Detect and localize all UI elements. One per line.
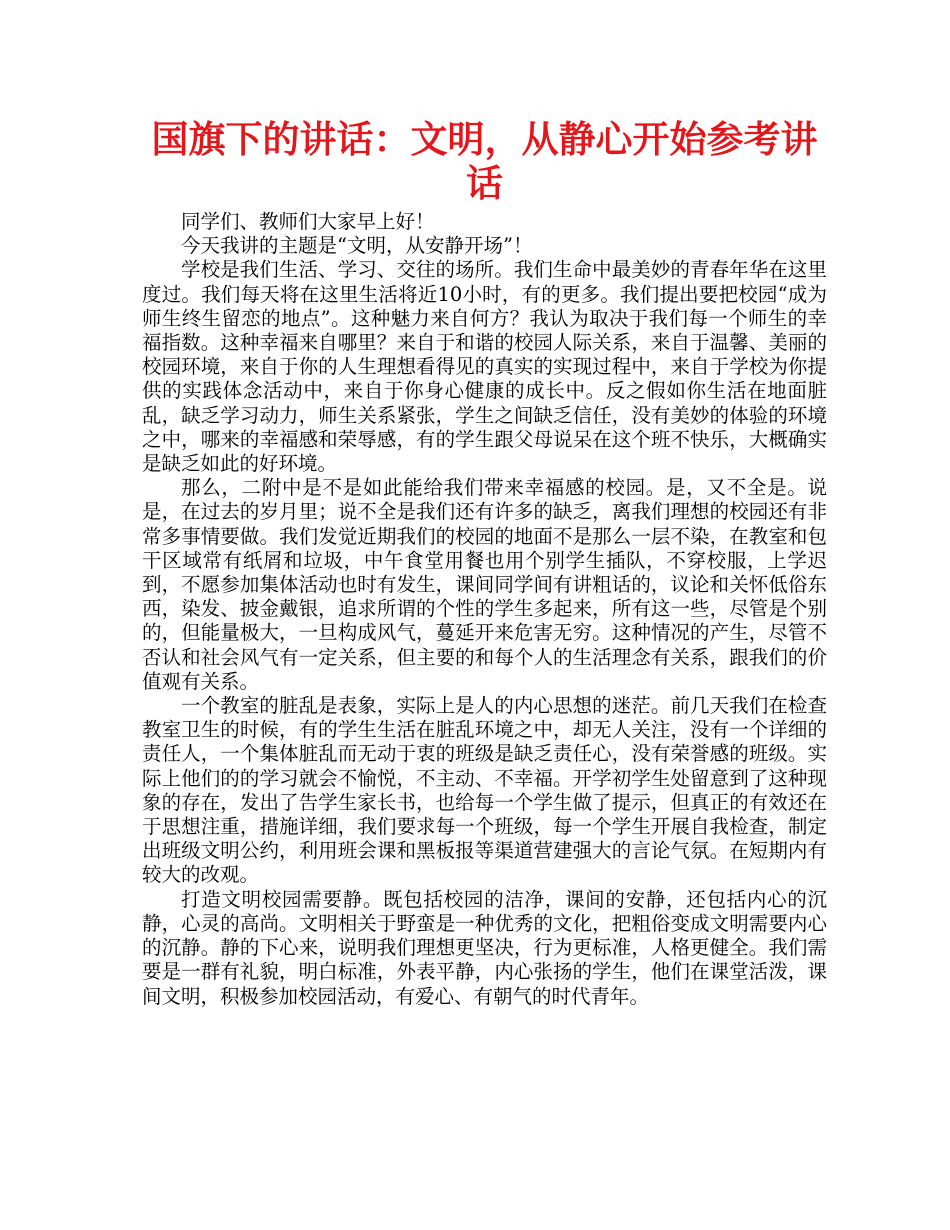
document-body	[142, 210, 827, 1009]
document-title: 国旗下的讲话：文明，从静心开始参考讲话	[151, 118, 818, 205]
body-paragraph: 那么，二附中是不是如此能给我们带来幸福感的校园。是，又不全是。说是，在过去的岁月里；说不全是我们还有许多的缺乏，离我们理想的校园还有非常多事情要做。我们发觉近期我们的校园的地面不是那么一层不染，在教室和包干区域常有纸屑和垃圾，中午食堂用餐也用个别学生插队，不穿校服，上学迟到，不愿参加集体活动也时有发生，课间同学间有讲粗话的，议论和关怀低俗东西，染发、披金戴银，追求所谓的个性的学生多起来，所有这一些，尽管是个别的，但能量极大，一旦构成风气，蔓延开来危害无穷。这种情况的产生，尽管不否认和社会风气有一定关系，但主要的和每个人的生活理念有关系，跟我们的价值观有关系。	[142, 476, 827, 693]
document-page	[142, 118, 827, 1009]
topic-paragraph: 今天我讲的主题是“文明，从安静开场”！	[181, 234, 533, 258]
body-paragraph: 打造文明校园需要静。既包括校园的洁净，课间的安静，还包括内心的沉静，心灵的高尚。文明相关于野蛮是一种优秀的文化，把粗俗变成文明需要内心的沉静。静的下心来，说明我们理想更坚决，行为更标准，人格更健全。我们需要是一群有礼貌，明白标准，外表平静，内心张扬的学生，他们在课堂活泼，课间文明，积极参加校园活动，有爱心、有朝气的时代青年。	[142, 887, 827, 1008]
greeting-paragraph: 同学们、教师们大家早上好！	[181, 210, 435, 233]
body-paragraph: 学校是我们生活、学习、交往的场所。我们生命中最美妙的青春年华在这里度过。我们每天将在这里生活将近10小时，有的更多。我们提出要把校园“成为师生终生留恋的地点”。这种魅力来自何方？我认为取决于我们每一个师生的幸福指数。这种幸福来自哪里？来自于和谐的校园人际关系，来自于温馨、美丽的校园环境，来自于你的人生理想看得见的真实的实现过程中，来自于学校为你提供的实践体念活动中，来自于你身心健康的成长中。反之假如你生活在地面脏乱，缺乏学习动力，师生关系紧张，学生之间缺乏信任，没有美妙的体验的环境之中，哪来的幸福感和荣辱感，有的学生跟父母说呆在这个班不快乐，大概确实是缺乏如此的好环境。	[142, 258, 827, 476]
body-paragraph: 一个教室的脏乱是表象，实际上是人的内心思想的迷茫。前几天我们在检查教室卫生的时候，有的学生生活在脏乱环境之中，却无人关注，没有一个详细的责任人，一个集体脏乱而无动于衷的班级是缺乏责任心，没有荣誉感的班级。实际上他们的的学习就会不愉悦，不主动、不幸福。开学初学生处留意到了这种现象的存在，发出了告学生家长书，也给每一个学生做了提示，但真正的有效还在于思想注重，措施详细，我们要求每一个班级，每一个学生开展自我检查，制定出班级文明公约，利用班会课和黑板报等渠道营建强大的言论气氛。在短期内有较大的改观。	[142, 694, 827, 887]
